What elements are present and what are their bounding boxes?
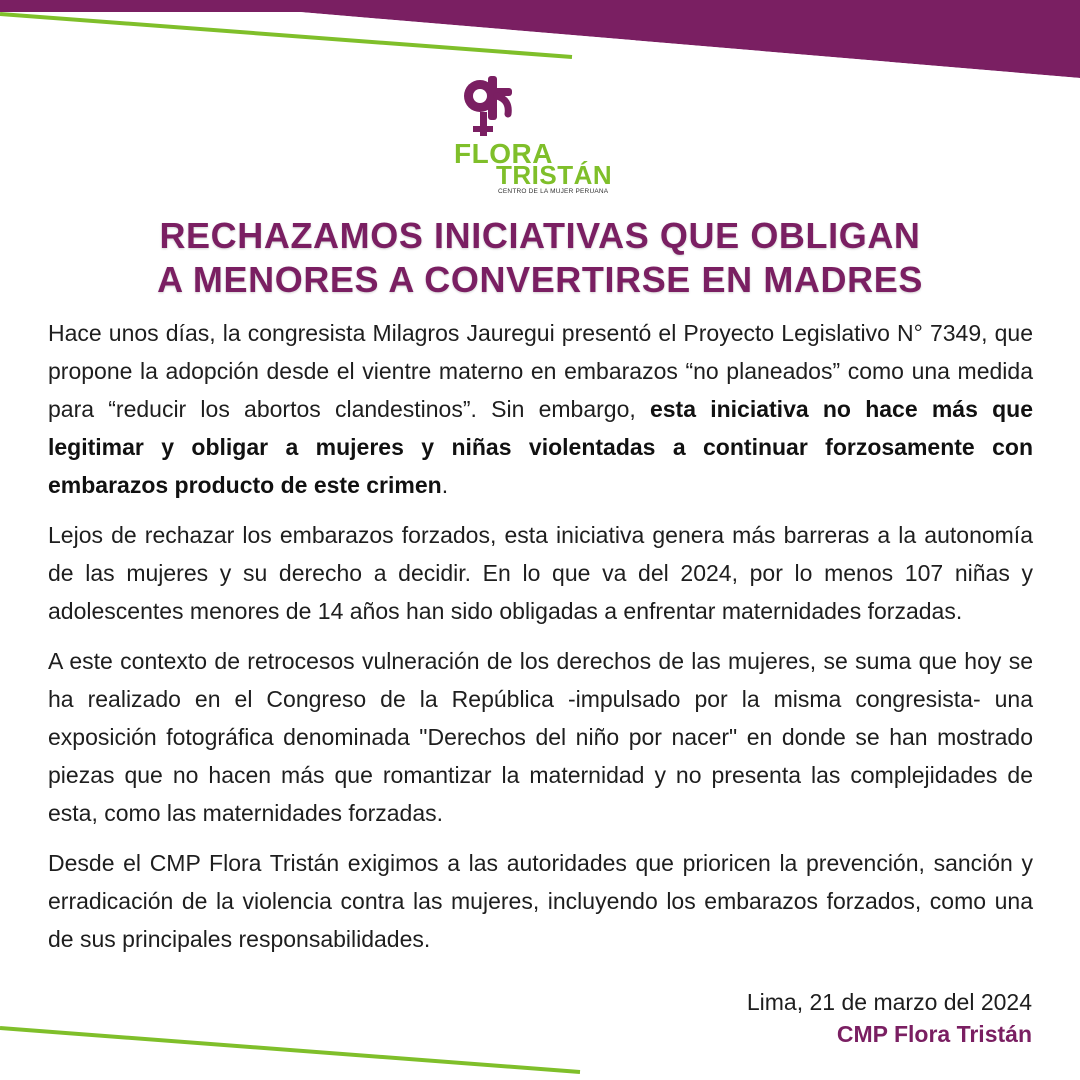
flora-tristan-emblem-icon xyxy=(458,72,518,142)
page-title xyxy=(0,214,1080,302)
paragraph-1 xyxy=(48,314,1033,504)
statement-body xyxy=(48,314,1033,970)
paragraph-3: A este contexto de retrocesos vulneración de los derechos de las mujeres, se suma que hoy se ha realizado en el Congreso de la República -impulsado por la misma congresista- una exposición fotográfica denominada "Derechos del niño por nacer" en donde se han mostrado piezas que no hacen más que romantizar la maternidad y no presenta las complejidades de esta, como las maternidades forzadas. xyxy=(48,648,1033,826)
paragraph-1-text: Hace unos días, la congresista Milagros Jauregui presentó el Proyecto Legislativo N° 7349, que propone la adopción desde el vientre materno en embarazos “no planeados” como una medida para “reducir los abortos clandestinos”. Sin embargo, xyxy=(48,320,1033,422)
paragraph-1-end: . xyxy=(441,472,449,498)
signature-block xyxy=(747,986,1032,1050)
title-line-2: A MENORES A CONVERTIRSE EN MADRES xyxy=(157,259,923,300)
green-bottom-line xyxy=(0,1028,580,1072)
logo-word-tristan: TRISTÁN xyxy=(496,160,613,190)
logo-tagline: CENTRO DE LA MUJER PERUANA xyxy=(498,188,609,195)
flora-tristan-logo xyxy=(440,70,640,195)
paragraph-2: Lejos de rechazar los embarazos forzados, esta iniciativa genera más barreras a la autonomía de las mujeres y su derecho a decidir. En lo que va del 2024, por lo menos 107 niñas y adolescentes menores de 14 años han sido obligadas a enfrentar maternidades forzadas. xyxy=(48,522,1033,624)
title-line-1: RECHAZAMOS INICIATIVAS QUE OBLIGAN xyxy=(159,215,921,256)
signature-org: CMP Flora Tristán xyxy=(836,1021,1032,1047)
paragraph-4: Desde el CMP Flora Tristán exigimos a las autoridades que prioricen la prevención, sanción y erradicación de la violencia contra las mujeres, incluyendo los embarazos forzados, como una de sus principales responsabilidades. xyxy=(48,850,1033,952)
place-date: Lima, 21 de marzo del 2024 xyxy=(746,989,1032,1015)
paragraph-1-bold: esta iniciativa no hace más que legitimar y obligar a mujeres y niñas violentadas a continuar forzosamente con embarazos producto de este crimen xyxy=(48,396,1033,498)
logo-word-flora: FLORA xyxy=(454,138,553,169)
